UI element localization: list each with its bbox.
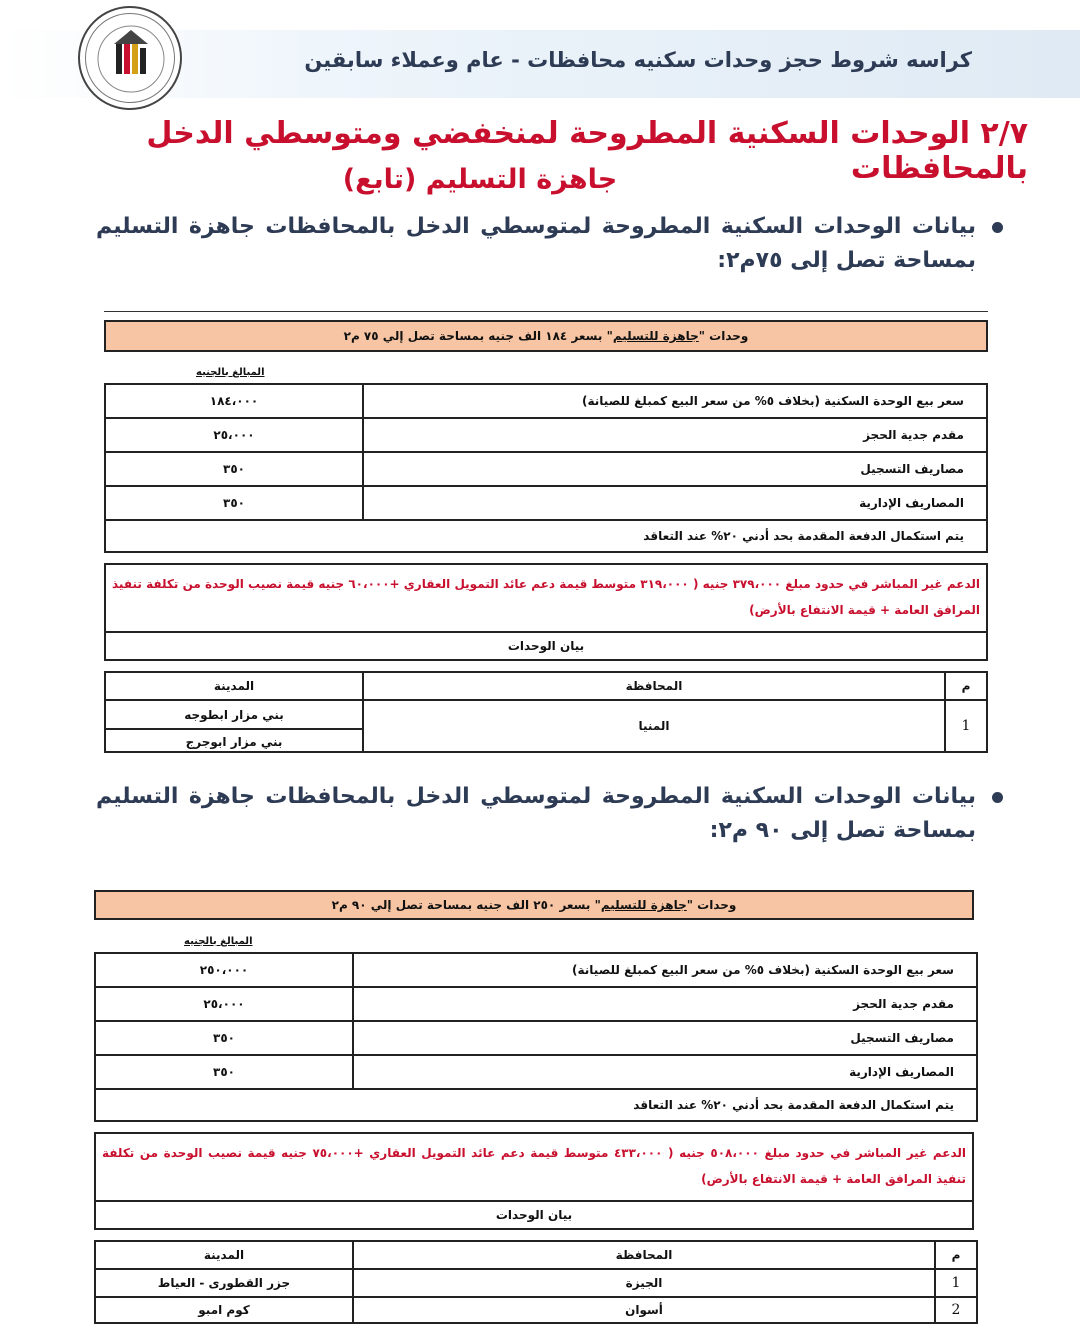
city-cell: جزر القطورى - العياط: [157, 1276, 291, 1290]
col-city-header: المدينة: [203, 1248, 245, 1262]
bullet-text-75: بيانات الوحدات السكنية المطروحة لمتوسطي الدخل بالمحافظات جاهزة التسليم بمساحة تصل إلى ٧٥م٢:: [96, 214, 976, 273]
note-row: [94, 1088, 978, 1122]
col-city-header: المدينة: [213, 679, 255, 693]
units-label: بيان الوحدات: [495, 1208, 573, 1222]
price-value: ٢٥٠،٠٠٠: [199, 963, 249, 977]
subsidy-text: الدعم غير المباشر في حدود مبلغ ٥٠٨،٠٠٠ جنيه ( ٤٣٣،٠٠٠ متوسط قيمة دعم عائد التمويل العقاري +٧٥،٠٠٠ جنيه قيمة نصيب الوحدة من تكلفة تنفيذ المرافق العامة + قيمة الانتفاع بالأرض): [102, 1146, 966, 1186]
logo-emblem-icon: [86, 14, 176, 104]
registration-value: ٣٥٠: [213, 1031, 235, 1045]
deposit-value: ٢٥،٠٠٠: [203, 997, 245, 1011]
row-num: 1: [961, 718, 971, 734]
governorate-cell: الجيزة: [625, 1276, 663, 1290]
section-subtitle: جاهزة التسليم (تابع): [342, 164, 618, 195]
amount-caption: المبالغ بالجنيه: [196, 367, 265, 378]
price-label: سعر بيع الوحدة السكنية (بخلاف ٥% من سعر البيع كمبلغ للصيانة): [572, 963, 954, 977]
city-cell: كوم امبو: [198, 1303, 250, 1317]
subsidy-text: الدعم غير المباشر في حدود مبلغ ٣٧٩،٠٠٠ جنيه ( ٣١٩،٠٠٠ متوسط قيمة دعم عائد التمويل العقاري +٦٠،٠٠٠ جنيه قيمة نصيب الوحدة من تكلفة تنفيذ المرافق العامة + قيمة الانتفاع بالأرض): [112, 577, 980, 617]
deposit-row: [104, 417, 988, 453]
registration-value: ٣٥٠: [223, 462, 245, 476]
deposit-label: مقدم جدية الحجز: [853, 997, 954, 1011]
col-num-header: م: [961, 679, 971, 693]
admin-fees-label: المصاريف الإدارية: [859, 496, 964, 510]
row-num: 2: [951, 1302, 961, 1318]
price-value: ١٨٤،٠٠٠: [209, 394, 259, 408]
admin-fees-row: [94, 1054, 978, 1090]
table-header-underlined: جاهزة للتسليم: [600, 898, 687, 912]
registration-row: [104, 451, 988, 487]
col-num-header: م: [951, 1248, 961, 1262]
fund-logo: [78, 6, 182, 110]
price-row: [94, 952, 978, 988]
deposit-value: ٢٥،٠٠٠: [213, 428, 255, 442]
city-cell: بني مزار ابطوجه: [184, 707, 284, 722]
col-gov-header: المحافظة: [625, 679, 683, 693]
admin-fees-label: المصاريف الإدارية: [849, 1065, 954, 1079]
note-row: [104, 519, 988, 553]
bullet-icon: [992, 222, 1003, 233]
down-payment-note: يتم استكمال الدفعة المقدمة بحد أدني ٢٠% عند التعاقد: [633, 1098, 954, 1112]
price-row: [104, 383, 988, 419]
governorate-cell: أسوان: [625, 1303, 663, 1317]
price-label: سعر بيع الوحدة السكنية (بخلاف ٥% من سعر البيع كمبلغ للصيانة): [582, 394, 964, 408]
admin-fees-value: ٣٥٠: [223, 496, 245, 510]
governorate-cell: المنيا: [638, 719, 670, 733]
table-header-underlined: جاهزة للتسليم: [612, 329, 699, 343]
amount-caption: المبالغ بالجنيه: [184, 936, 253, 947]
units-label: بيان الوحدات: [507, 639, 585, 653]
subsidy-box: [94, 1132, 974, 1230]
document-title: كراسه شروط حجز وحدات سكنيه محافظات - عام وعملاء سابقين: [304, 48, 972, 72]
units-table-75: [104, 671, 988, 753]
registration-label: مصاريف التسجيل: [860, 462, 964, 476]
table-header-suffix: " بسعر ١٨٤ الف جنيه بمساحة تصل إلي ٧٥ م٢: [343, 329, 613, 343]
units-table-90: [94, 1240, 978, 1324]
table-header-prefix: وحدات ": [698, 329, 749, 343]
registration-label: مصاريف التسجيل: [850, 1031, 954, 1045]
bullet-text-90: بيانات الوحدات السكنية المطروحة لمتوسطي الدخل بالمحافظات جاهزة التسليم بمساحة تصل إلى ٩٠ م٢:: [96, 784, 976, 843]
bullet-icon: [992, 792, 1003, 803]
row-num: 1: [951, 1275, 961, 1291]
subsidy-box: [104, 563, 988, 661]
section-title: ٢/٧ الوحدات السكنية المطروحة لمنخفضي ومتوسطي الدخل بالمحافظات: [146, 116, 1028, 186]
col-gov-header: المحافظة: [615, 1248, 673, 1262]
down-payment-note: يتم استكمال الدفعة المقدمة بحد أدني ٢٠% عند التعاقد: [643, 529, 964, 543]
admin-fees-value: ٣٥٠: [213, 1065, 235, 1079]
deposit-row: [94, 986, 978, 1022]
city-cell: بني مزار ابوجرج: [185, 734, 283, 749]
table-header-90: [94, 890, 974, 920]
registration-row: [94, 1020, 978, 1056]
table-header-75: [104, 320, 988, 352]
divider: [104, 311, 988, 312]
table-header-prefix: وحدات ": [686, 898, 737, 912]
table-header-suffix: " بسعر ٢٥٠ الف جنيه بمساحة تصل إلي ٩٠ م٢: [331, 898, 601, 912]
deposit-label: مقدم جدية الحجز: [863, 428, 964, 442]
admin-fees-row: [104, 485, 988, 521]
